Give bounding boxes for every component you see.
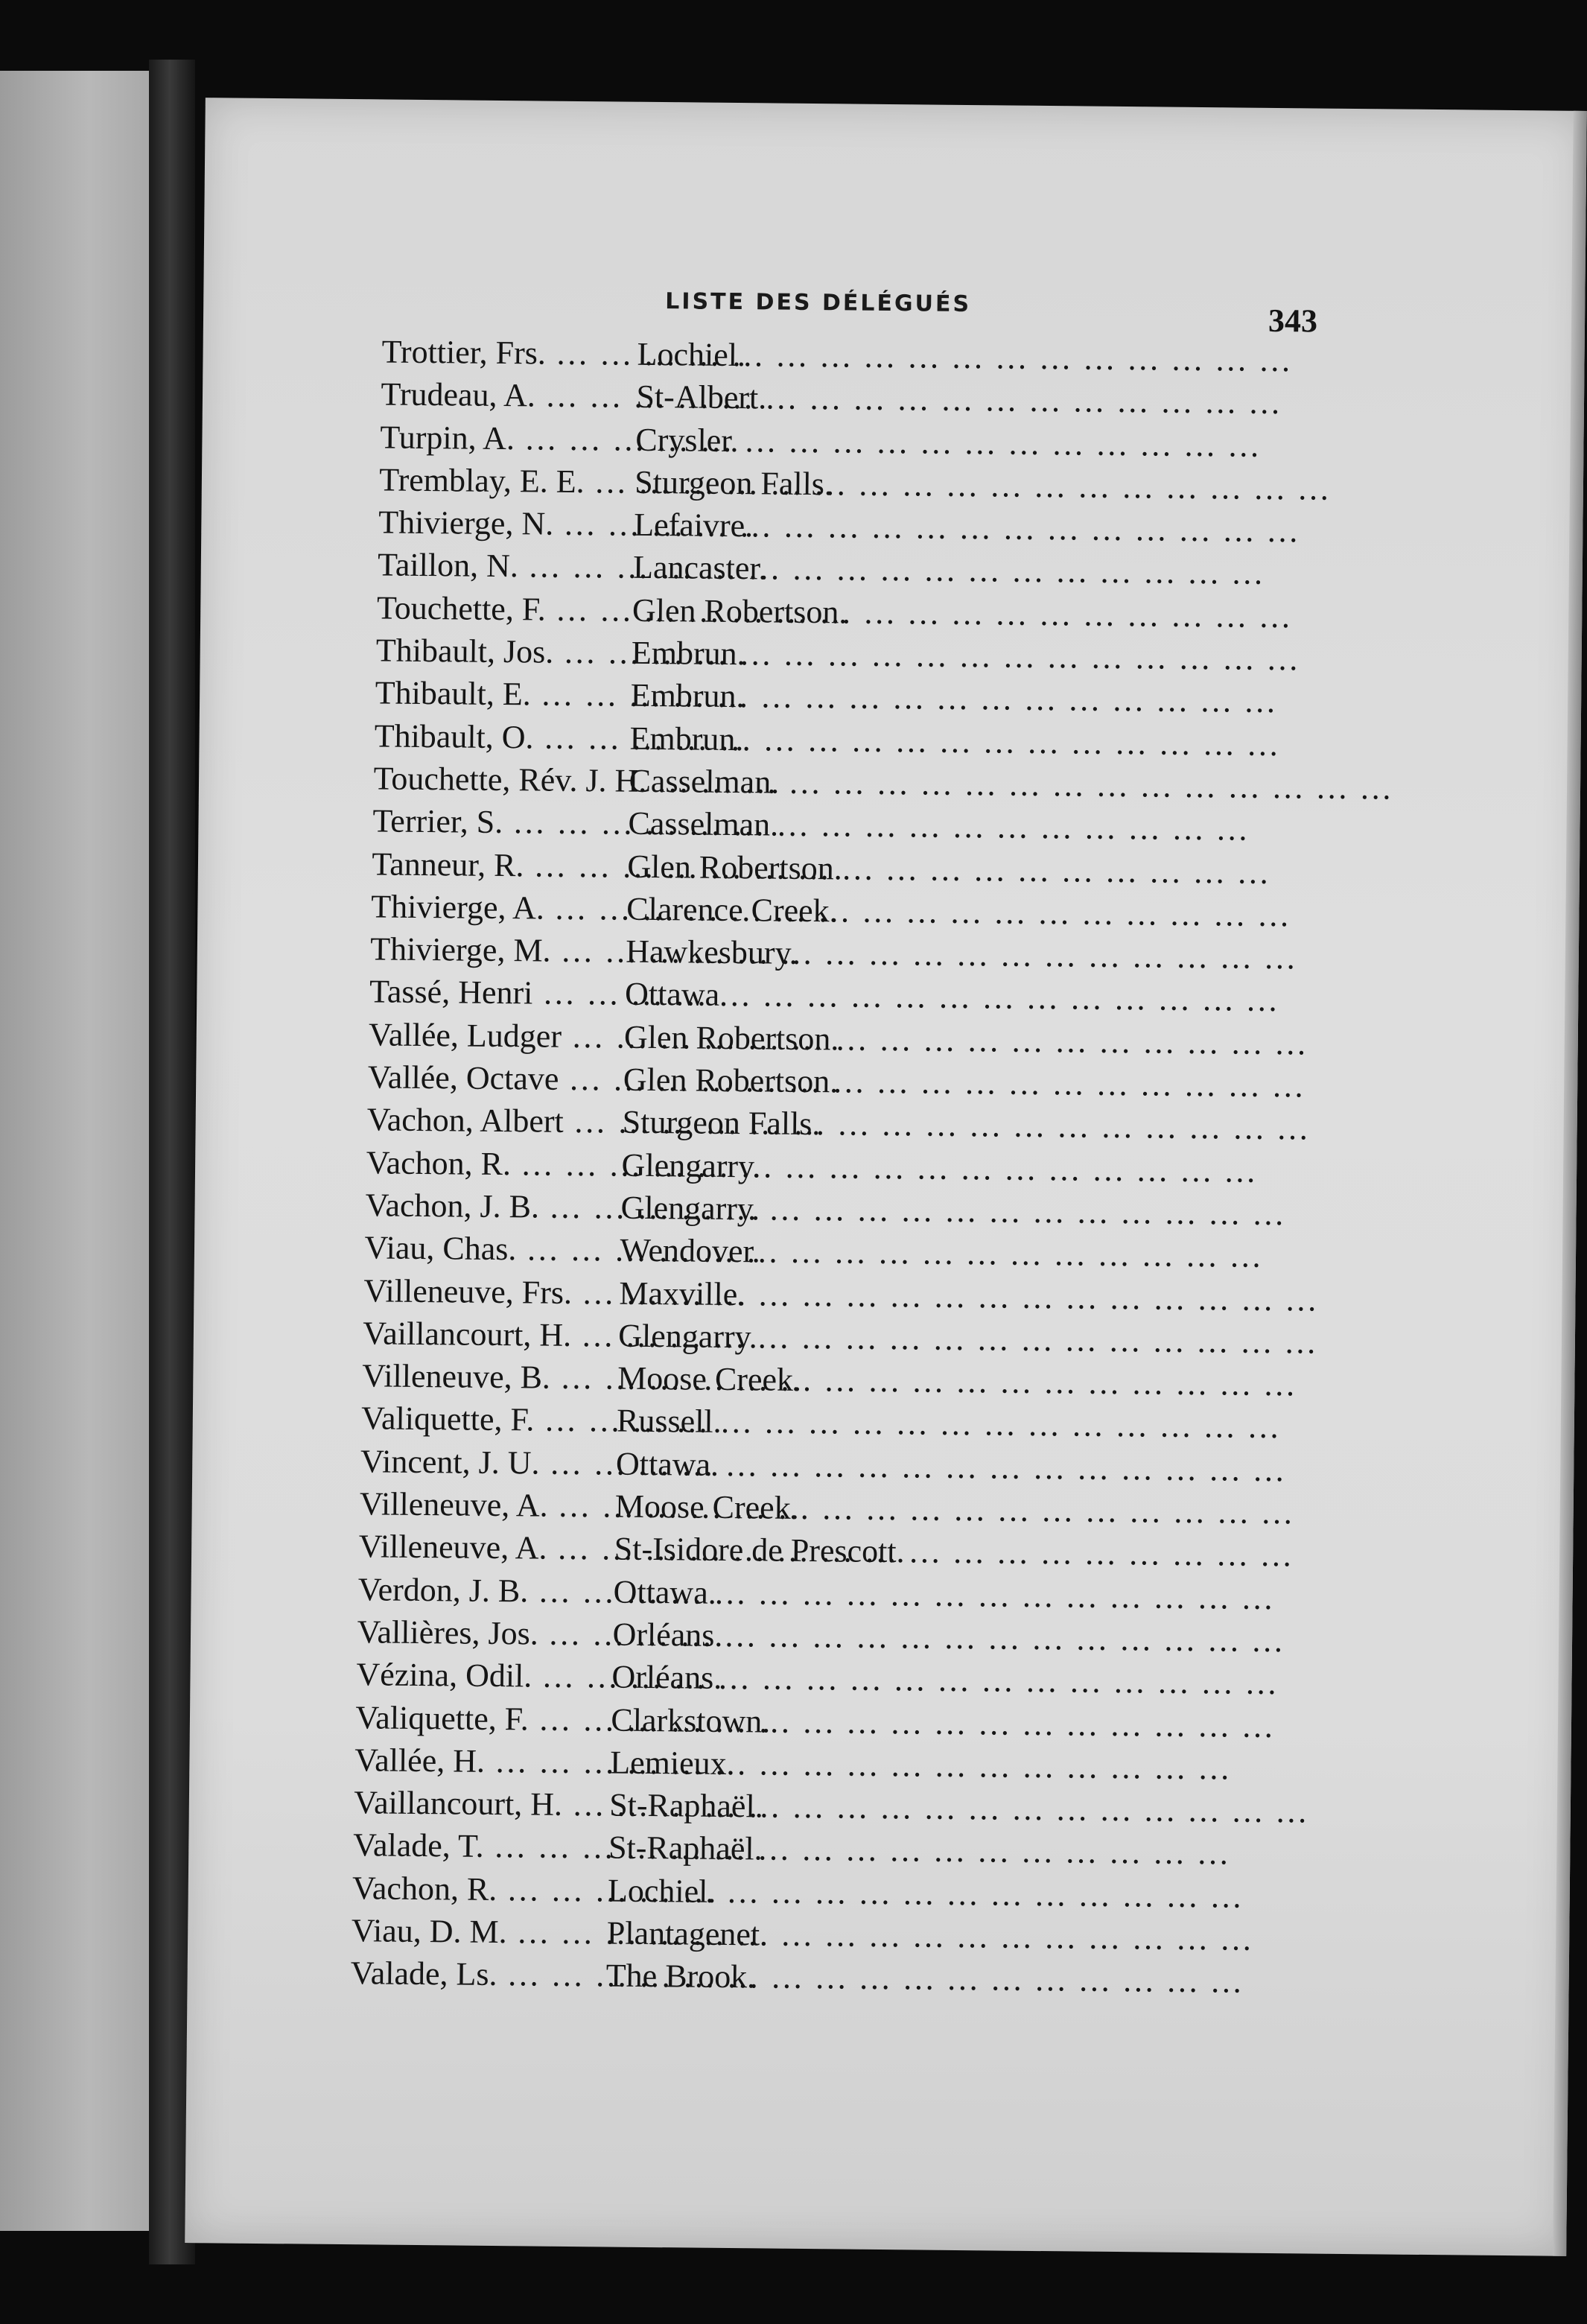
delegate-name: Thibault, E. … … … … … … … … … … … … … … … … … (375, 672, 618, 717)
delegate-place: Casselman. (628, 804, 779, 843)
delegate-place: Ottawa. (624, 976, 728, 1014)
delegate-place: Glengarry. (621, 1146, 761, 1185)
delegate-name: Trudeau, A. … … … … … … … … … … … … … … … … … (381, 373, 623, 418)
delegate-place: St-Raphaël. (608, 1829, 763, 1867)
delegate-name: Vallières, Jos. … … … … … … … … … … … … … … … … … (357, 1610, 600, 1655)
delegate-place: Crysler. (635, 421, 739, 459)
delegate-place: Lochiel. (637, 335, 746, 374)
delegate-place: Embrun. (631, 634, 745, 673)
facing-page-edge (0, 71, 149, 2231)
delegate-name: Thibault, O. … … … … … … … … … … … … … … … … … (374, 714, 617, 759)
delegate-name: Valade, Ls. … … … … … … … … … … … … … … … … … (351, 1952, 594, 1996)
delegate-place: Glengarry. (620, 1189, 760, 1228)
running-head: LISTE DES DÉLÉGUÉS (665, 288, 972, 318)
delegate-place: Glen Robertson. (627, 848, 843, 886)
delegate-name: Thivierge, N. … … … … … … … … … … … … … … … … … (378, 501, 621, 546)
delegate-place: Glen Robertson. (623, 1018, 839, 1058)
delegate-name: Viau, Chas. … … … … … … … … … … … … … … … … … (364, 1227, 607, 1271)
delegate-place: St-Raphaël. (608, 1786, 763, 1825)
page-number: 343 (1268, 302, 1318, 340)
delegate-place: Plantagenet. (606, 1914, 769, 1953)
delegate-place: Embrun. (629, 720, 744, 758)
delegate-name: Vachon, Albert … … … … … … … … … … … … … … … … … (367, 1099, 610, 1143)
delegate-name: Thivierge, M. … … … … … … … … … … … … … … … … … (370, 927, 613, 972)
delegate-name: Valiquette, F. … … … … … … … … … … … … … … … … … (361, 1397, 604, 1442)
delegate-place: Glengarry. (618, 1317, 758, 1356)
delegate-name: Vézina, Odil. … … … … … … … … … … … … … … … … … (356, 1653, 599, 1698)
delegate-name: Vachon, J. B. … … … … … … … … … … … … … … … … … (365, 1184, 608, 1228)
delegate-place: Casselman. (629, 762, 780, 801)
delegate-place: Clarence Creek. (626, 890, 838, 930)
delegate-place: Glen Robertson. (623, 1061, 839, 1100)
delegate-name: Vallée, Ludger … … … … … … … … … … … … … … … … … (369, 1013, 611, 1058)
delegate-name: Vachon, R. … … … … … … … … … … … … … … … … … (366, 1141, 608, 1186)
delegate-place: St-Isidore de Prescott. (614, 1530, 905, 1570)
delegate-place: Lemieux. (610, 1744, 735, 1782)
delegate-place: Sturgeon Falls. (635, 463, 833, 503)
delegate-place: Maxville. (619, 1274, 746, 1312)
delegate-place: Clarkstown. (611, 1701, 771, 1740)
delegate-name: Villeneuve, B. … … … … … … … … … … … … … … … … … (362, 1354, 605, 1399)
delegate-place: Lefaivre. (633, 506, 754, 545)
book-page (185, 98, 1587, 2256)
delegate-place: St-Albert. (636, 378, 767, 416)
delegate-name: Terrier, S. … … … … … … … … … … … … … … … … … (372, 800, 615, 845)
delegate-name: Vachon, R. … … … … … … … … … … … … … … … … … (352, 1867, 595, 1911)
delegate-place: Ottawa. (615, 1445, 719, 1483)
delegate-name: Viau, D. M. … … … … … … … … … … … … … … … … … (352, 1909, 594, 1954)
delegate-name: Villeneuve, Frs. … … … … … … … … … … … … … … … … … (363, 1269, 606, 1314)
delegate-name: Touchette, Rév. J. H. … … … … … … … … … … … … … … … … … (373, 757, 616, 801)
delegate-place: Embrun. (630, 677, 745, 715)
delegate-name: Vaillancourt, H. … … … … … … … … … … … … … … … … … (354, 1781, 597, 1826)
delegate-name: Tassé, Henri … … … … … … … … … … … … … … … … … (369, 971, 612, 1015)
delegate-name: Villeneuve, A. … … … … … … … … … … … … … … … … … (359, 1525, 602, 1570)
delegate-name: Touchette, F. … … … … … … … … … … … … … … … … … (377, 586, 620, 631)
delegate-place: Wendover. (620, 1231, 761, 1270)
delegate-name: Vallée, Octave … … … … … … … … … … … … … … … … … (368, 1055, 611, 1100)
delegate-name: Tremblay, E. E. … … … … … … … … … … … … … … … … … (379, 458, 622, 503)
delegate-place: Moose Creek. (614, 1488, 799, 1526)
delegate-name: Valade, T. … … … … … … … … … … … … … … … … … (353, 1824, 596, 1869)
delegate-place: Sturgeon Falls. (622, 1103, 821, 1143)
delegate-name: Turpin, A. … … … … … … … … … … … … … … … … … (380, 416, 623, 460)
delegate-name: Villeneuve, A. … … … … … … … … … … … … … … … … … (360, 1482, 602, 1527)
delegate-place: Orléans. (612, 1616, 723, 1654)
delegate-name: Valiquette, F. … … … … … … … … … … … … … … … … … (355, 1696, 598, 1741)
delegate-entry (351, 1952, 1372, 2004)
delegate-place: Russell. (616, 1402, 722, 1441)
delegate-name: Thibault, Jos. … … … … … … … … … … … … … … … … … (376, 629, 619, 673)
delegate-name: Trottier, Frs. … … … … … … … … … … … … … … … … … (381, 330, 624, 375)
delegate-place: Ottawa. (613, 1573, 716, 1611)
delegate-name: Vincent, J. U. … … … … … … … … … … … … … … … … … (360, 1440, 603, 1485)
delegate-name: Taillon, N. … … … … … … … … … … … … … … … … … (378, 544, 620, 588)
page-edge (1553, 111, 1587, 2256)
delegate-name: Thivierge, A. … … … … … … … … … … … … … … … … … (371, 885, 614, 930)
delegate-list (350, 330, 1387, 2004)
delegate-name: Vallée, H. … … … … … … … … … … … … … … … … … (354, 1739, 597, 1783)
delegate-name: Vaillancourt, H. … … … … … … … … … … … … … … … … … (363, 1312, 605, 1356)
delegate-place: The Brook. (605, 1957, 756, 1996)
delegate-name: Tanneur, R. … … … … … … … … … … … … … … … … … (372, 842, 614, 887)
delegate-place: Moose Creek. (617, 1359, 802, 1399)
delegate-name: Verdon, J. B. … … … … … … … … … … … … … … … … … (357, 1568, 600, 1613)
delegate-place: Hawkesbury. (625, 933, 798, 972)
delegate-place: Lochiel. (607, 1872, 716, 1910)
delegate-place: Lancaster. (632, 549, 767, 587)
delegate-place: Orléans. (611, 1658, 722, 1697)
delegate-place: Glen Robertson. (632, 591, 847, 631)
